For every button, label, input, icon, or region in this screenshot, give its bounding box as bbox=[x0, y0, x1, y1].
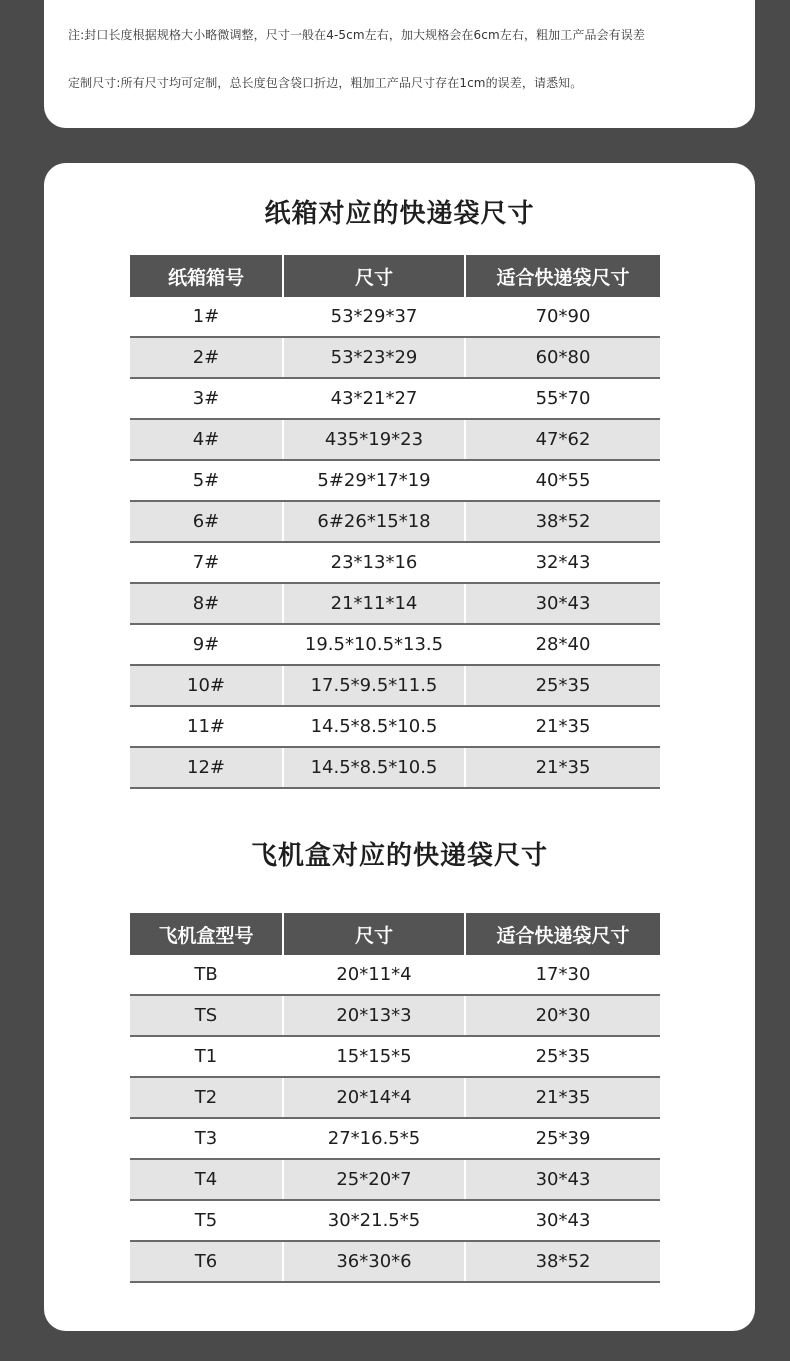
table-row bbox=[130, 747, 660, 788]
model-header-cell: 纸箱箱号 bbox=[130, 255, 283, 297]
table-row bbox=[130, 955, 660, 995]
bag-size-cell: 32*43 bbox=[465, 542, 660, 583]
airplane-box-section-title: 飞机盒对应的快递袋尺寸 bbox=[250, 841, 548, 871]
table-row bbox=[130, 1241, 660, 1282]
model-cell: 10# bbox=[130, 665, 283, 706]
custom-size-note: 定制尺寸:所有尺寸均可定制，总长度包含袋口折边，粗加工产品尺寸存在1cm的误差，请悉知。 bbox=[68, 76, 583, 90]
model-cell: TB bbox=[130, 955, 283, 995]
bag-size-cell: 21*35 bbox=[465, 747, 660, 788]
table-row bbox=[130, 542, 660, 583]
bag-size-header-cell: 适合快递袋尺寸 bbox=[465, 255, 660, 297]
bag-size-cell: 55*70 bbox=[465, 378, 660, 419]
model-cell: 8# bbox=[130, 583, 283, 624]
seal-length-note: 注:封口长度根据规格大小略微调整，尺寸一般在4-5cm左右，加大规格会在6cm左右，粗加工产品会有误差 bbox=[68, 28, 645, 42]
carton-size-table bbox=[130, 255, 660, 789]
model-cell: 1# bbox=[130, 297, 283, 337]
table-row bbox=[130, 378, 660, 419]
size-cell: 20*13*3 bbox=[283, 995, 465, 1036]
size-header-cell: 尺寸 bbox=[283, 913, 465, 955]
table-row bbox=[130, 460, 660, 501]
bag-size-cell: 28*40 bbox=[465, 624, 660, 665]
table-row bbox=[130, 337, 660, 378]
table-row bbox=[130, 1118, 660, 1159]
carton-section-title: 纸箱对应的快递袋尺寸 bbox=[264, 199, 535, 229]
table-row bbox=[130, 1159, 660, 1200]
size-cell: 36*30*6 bbox=[283, 1241, 465, 1282]
table-row bbox=[130, 501, 660, 542]
model-header-cell: 飞机盒型号 bbox=[130, 913, 283, 955]
size-header-cell: 尺寸 bbox=[283, 255, 465, 297]
size-cell: 25*20*7 bbox=[283, 1159, 465, 1200]
bag-size-cell: 21*35 bbox=[465, 1077, 660, 1118]
notes-card bbox=[44, 0, 755, 128]
bag-size-header-cell: 适合快递袋尺寸 bbox=[465, 913, 660, 955]
size-cell: 435*19*23 bbox=[283, 419, 465, 460]
size-cell: 20*14*4 bbox=[283, 1077, 465, 1118]
model-cell: T1 bbox=[130, 1036, 283, 1077]
model-cell: 5# bbox=[130, 460, 283, 501]
size-cell: 23*13*16 bbox=[283, 542, 465, 583]
model-cell: 2# bbox=[130, 337, 283, 378]
bag-size-cell: 60*80 bbox=[465, 337, 660, 378]
model-cell: 11# bbox=[130, 706, 283, 747]
bag-size-cell: 20*30 bbox=[465, 995, 660, 1036]
size-cell: 6#26*15*18 bbox=[283, 501, 465, 542]
model-cell: 3# bbox=[130, 378, 283, 419]
model-cell: 9# bbox=[130, 624, 283, 665]
table-row bbox=[130, 706, 660, 747]
table-row bbox=[130, 419, 660, 460]
model-cell: T4 bbox=[130, 1159, 283, 1200]
model-cell: 12# bbox=[130, 747, 283, 788]
bag-size-cell: 38*52 bbox=[465, 1241, 660, 1282]
size-cell: 21*11*14 bbox=[283, 583, 465, 624]
model-cell: 4# bbox=[130, 419, 283, 460]
size-cell: 14.5*8.5*10.5 bbox=[283, 706, 465, 747]
size-cell: 53*23*29 bbox=[283, 337, 465, 378]
bag-size-cell: 25*39 bbox=[465, 1118, 660, 1159]
bag-size-cell: 70*90 bbox=[465, 297, 660, 337]
table-row bbox=[130, 1077, 660, 1118]
table-header-row bbox=[130, 913, 660, 955]
table-header-row bbox=[130, 255, 660, 297]
size-cell: 43*21*27 bbox=[283, 378, 465, 419]
table-row bbox=[130, 665, 660, 706]
bag-size-cell: 25*35 bbox=[465, 665, 660, 706]
model-cell: T5 bbox=[130, 1200, 283, 1241]
table-row bbox=[130, 995, 660, 1036]
size-cell: 17.5*9.5*11.5 bbox=[283, 665, 465, 706]
table-row bbox=[130, 1200, 660, 1241]
model-cell: 6# bbox=[130, 501, 283, 542]
size-cell: 5#29*17*19 bbox=[283, 460, 465, 501]
model-cell: T3 bbox=[130, 1118, 283, 1159]
bag-size-cell: 38*52 bbox=[465, 501, 660, 542]
table-row bbox=[130, 1036, 660, 1077]
bag-size-cell: 21*35 bbox=[465, 706, 660, 747]
size-cell: 14.5*8.5*10.5 bbox=[283, 747, 465, 788]
size-cell: 15*15*5 bbox=[283, 1036, 465, 1077]
bag-size-cell: 17*30 bbox=[465, 955, 660, 995]
bag-size-cell: 30*43 bbox=[465, 583, 660, 624]
size-tables-card bbox=[44, 163, 755, 1331]
table-row bbox=[130, 583, 660, 624]
bag-size-cell: 30*43 bbox=[465, 1159, 660, 1200]
airplane-box-size-table bbox=[130, 913, 660, 1283]
size-cell: 30*21.5*5 bbox=[283, 1200, 465, 1241]
bag-size-cell: 30*43 bbox=[465, 1200, 660, 1241]
bag-size-cell: 25*35 bbox=[465, 1036, 660, 1077]
size-cell: 53*29*37 bbox=[283, 297, 465, 337]
bag-size-cell: 40*55 bbox=[465, 460, 660, 501]
size-cell: 27*16.5*5 bbox=[283, 1118, 465, 1159]
model-cell: TS bbox=[130, 995, 283, 1036]
size-cell: 19.5*10.5*13.5 bbox=[283, 624, 465, 665]
bag-size-cell: 47*62 bbox=[465, 419, 660, 460]
size-cell: 20*11*4 bbox=[283, 955, 465, 995]
model-cell: 7# bbox=[130, 542, 283, 583]
model-cell: T2 bbox=[130, 1077, 283, 1118]
model-cell: T6 bbox=[130, 1241, 283, 1282]
table-row bbox=[130, 624, 660, 665]
table-row bbox=[130, 297, 660, 337]
